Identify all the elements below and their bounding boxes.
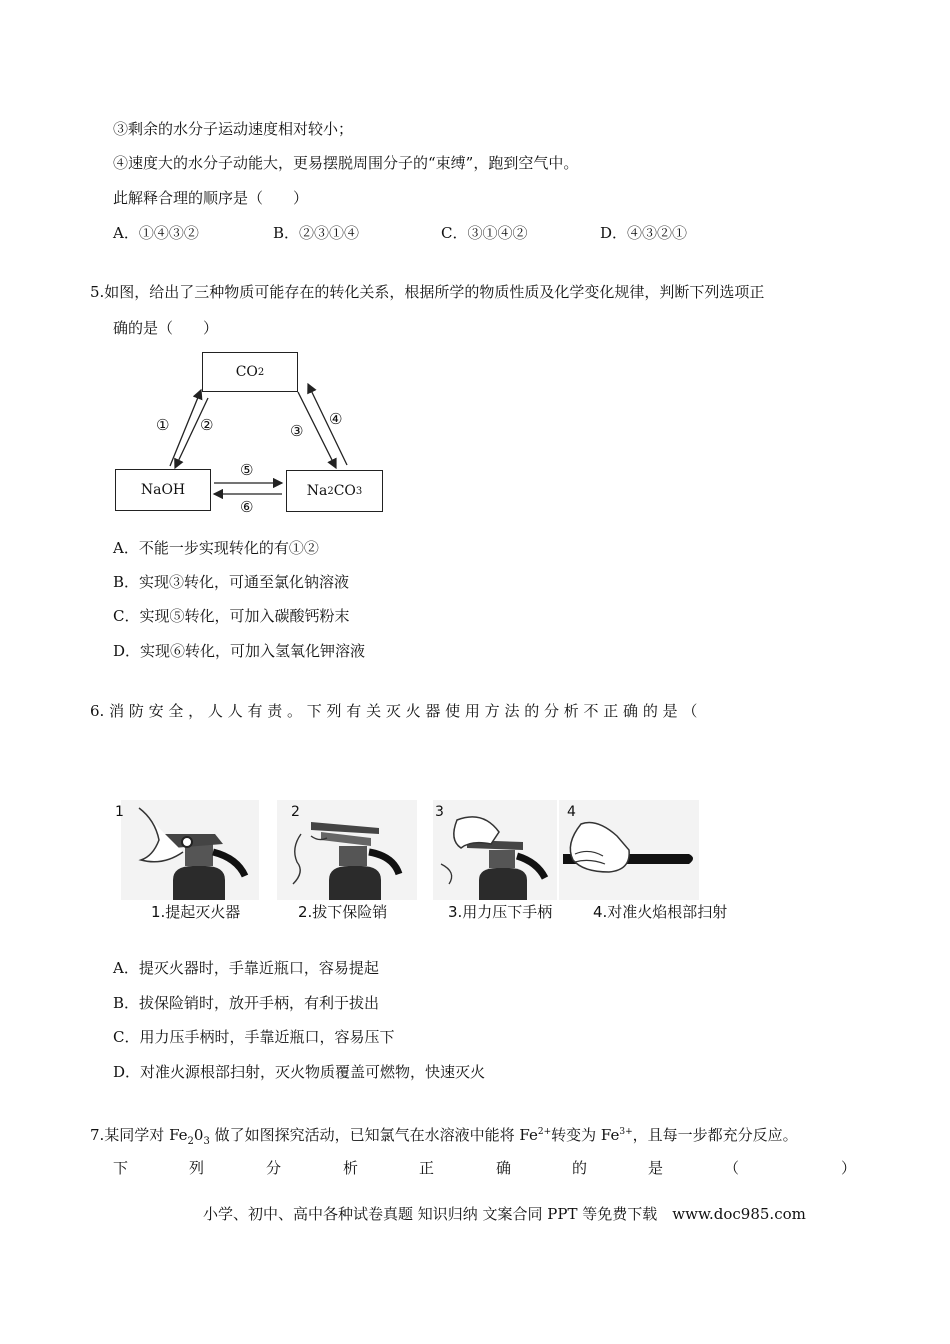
mark-4: ④	[329, 410, 343, 428]
q4-prompt: 此解释合理的顺序是（ ）	[113, 189, 309, 207]
extinguisher-steps-figure	[113, 800, 728, 924]
step-caption-2: 2.拔下保险销	[298, 903, 388, 921]
mark-2: ②	[200, 416, 214, 434]
mark-3: ③	[290, 422, 304, 440]
q5-option-d[interactable]: D．实现⑥转化，可加入氢氧化钾溶液	[113, 642, 366, 660]
arrow-1	[170, 390, 201, 466]
extinguisher-press-illustration	[427, 800, 557, 900]
hose-aim-illustration	[559, 800, 699, 900]
na2co3-box: Na 2 CO 3	[286, 470, 383, 512]
step-panel-2	[271, 800, 417, 900]
page-footer: 小学、初中、高中各种试卷真题 知识归纳 文案合同 PPT 等免费下载 www.doc985.com	[203, 1205, 806, 1223]
q7-stem-line2: 下 列 分 析 正 确 的 是 （ ）	[113, 1159, 857, 1177]
q6-option-d[interactable]: D．对准火源根部扫射，灭火物质覆盖可燃物，快速灭火	[113, 1063, 486, 1081]
naoh-box: NaOH	[115, 469, 211, 511]
conversion-diagram	[112, 348, 402, 520]
q5-stem-line2: 确的是（ ）	[113, 319, 219, 337]
step-caption-3: 3.用力压下手柄	[448, 903, 553, 921]
step-number-3: 3	[435, 804, 444, 820]
q7-stem-line1: 7.某同学对 $Fe_20_3$ 做了如图探究活动，已知氯气在水溶液中能将 $Fe^{2+}$转变为 $Fe^{3+}$，且每一步都充分反应。	[90, 1126, 798, 1147]
step-number-4: 4	[567, 804, 576, 820]
extinguisher-lift-illustration	[113, 800, 259, 900]
q4-options	[113, 223, 813, 243]
q6-stem: 6. 消 防 安 全 ， 人 人 有 责 。 下 列 有 关 灭 火 器 使 用 方 法 的 分 析 不 正 确 的 是 （	[90, 702, 698, 720]
q4-option-c[interactable]: C．③①④②	[441, 224, 528, 242]
mark-5: ⑤	[240, 461, 254, 479]
q5-option-b[interactable]: B．实现③转化，可通至氯化钠溶液	[113, 573, 350, 591]
q4-option-d[interactable]: D．④③②①	[600, 224, 688, 242]
step-panel-1	[113, 800, 259, 900]
mark-6: ⑥	[240, 498, 254, 516]
q5-option-a[interactable]: A．不能一步实现转化的有①②	[113, 539, 319, 557]
q4-statement-3: ③剩余的水分子运动速度相对较小；	[113, 120, 354, 138]
q4-statement-4: ④速度大的水分子动能大，更易摆脱周围分子的“束缚”，跑到空气中。	[113, 154, 579, 172]
q6-option-b[interactable]: B．拔保险销时，放开手柄，有利于拔出	[113, 994, 380, 1012]
q4-option-a[interactable]: A．①④③②	[113, 224, 199, 242]
co2-box: CO 2	[202, 352, 298, 392]
step-caption-1: 1.提起灭火器	[151, 903, 241, 921]
mark-1: ①	[156, 416, 170, 434]
step-number-1: 1	[115, 804, 124, 820]
q6-option-a[interactable]: A．提灭火器时，手靠近瓶口，容易提起	[113, 959, 379, 977]
step-panel-3	[427, 800, 573, 900]
step-number-2: 2	[291, 804, 300, 820]
q5-option-c[interactable]: C．实现⑤转化，可加入碳酸钙粉末	[113, 607, 350, 625]
q6-option-c[interactable]: C．用力压手柄时，手靠近瓶口，容易压下	[113, 1028, 395, 1046]
step-caption-4: 4.对准火焰根部扫射	[593, 903, 728, 921]
q4-option-b[interactable]: B．②③①④	[273, 224, 360, 242]
q5-stem-line1: 5.如图，给出了三种物质可能存在的转化关系，根据所学的物质性质及化学变化规律，判断下列选项正	[90, 283, 765, 301]
step-panel-4	[559, 800, 705, 900]
